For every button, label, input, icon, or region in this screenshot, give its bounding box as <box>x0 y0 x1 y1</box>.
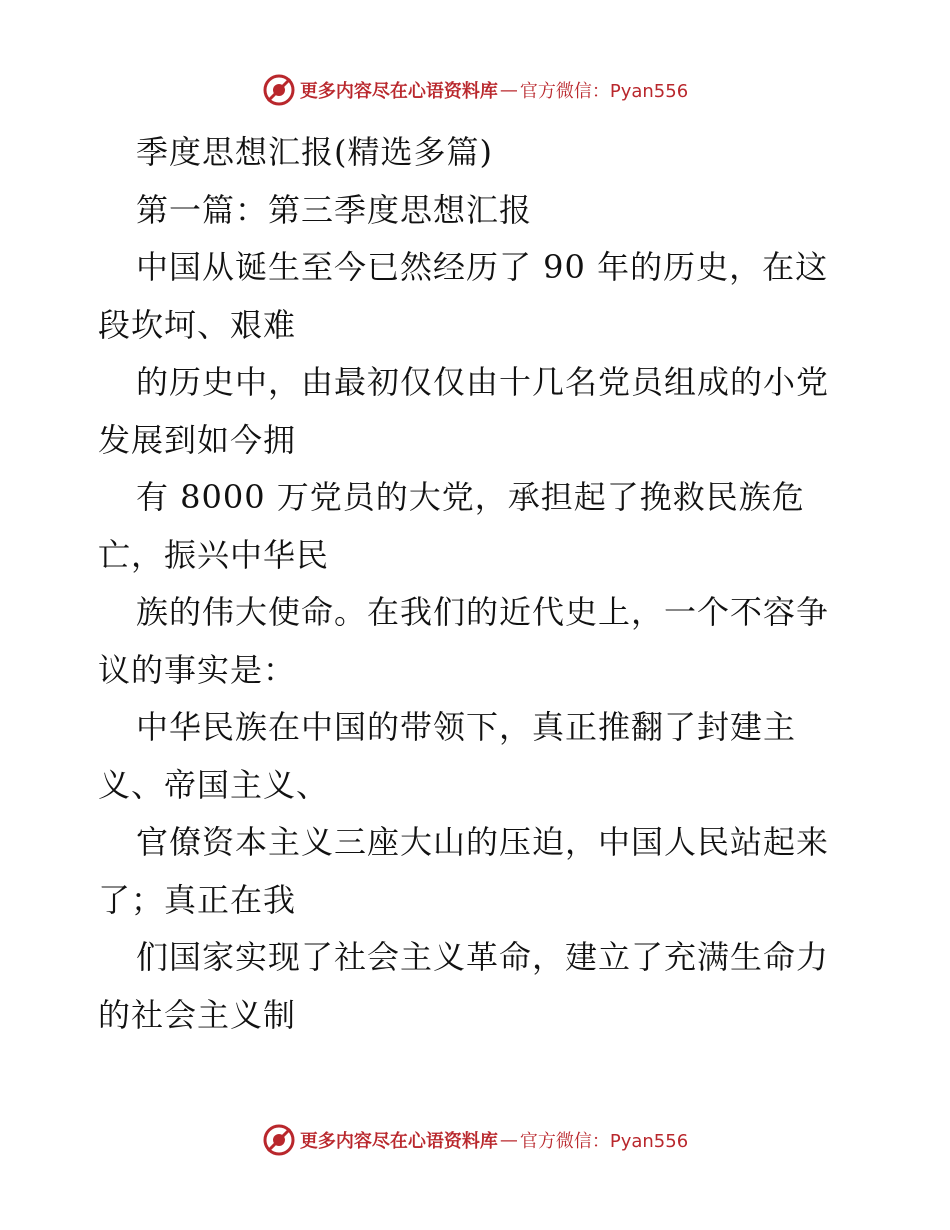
doc-line: 段坎坷、艰难 <box>98 305 297 344</box>
doc-line: 的历史中，由最初仅仅由十几名党员组成的小党 <box>136 363 830 401</box>
doc-line: 议的事实是： <box>98 650 297 689</box>
doc-line: 有 8000 万党员的大党，承担起了挽救民族危 <box>136 478 805 516</box>
banner-title: 更多内容尽在心语资料库 <box>299 81 498 102</box>
doc-line: 中华民族在中国的带领下，真正推翻了封建主 <box>136 708 797 746</box>
banner-wechat: 官方微信：Pyan556 <box>519 81 689 102</box>
doc-line: 官僚资本主义三座大山的压迫，中国人民站起来 <box>136 823 830 861</box>
doc-line: 的社会主义制 <box>98 995 297 1034</box>
brand-logo-icon <box>262 73 296 107</box>
banner-title: 更多内容尽在心语资料库 <box>299 1131 498 1152</box>
header-banner <box>0 70 950 110</box>
doc-line: 了；真正在我 <box>98 880 297 919</box>
document-body <box>98 124 858 1044</box>
doc-line: 季度思想汇报(精选多篇) <box>136 133 493 171</box>
banner-separator: — <box>499 1129 518 1151</box>
doc-line: 发展到如今拥 <box>98 420 297 459</box>
banner-wechat: 官方微信：Pyan556 <box>519 1131 689 1152</box>
doc-line: 亡，振兴中华民 <box>98 535 330 574</box>
doc-line: 族的伟大使命。在我们的近代史上，一个不容争 <box>136 593 830 631</box>
brand-logo-icon <box>262 1123 296 1157</box>
doc-line: 中国从诞生至今已然经历了 90 年的历史，在这 <box>136 248 829 286</box>
doc-line: 们国家实现了社会主义革命，建立了充满生命力 <box>136 938 830 976</box>
footer-banner <box>0 1120 950 1160</box>
doc-line: 义、帝国主义、 <box>98 765 330 804</box>
banner-separator: — <box>499 79 518 101</box>
doc-line: 第一篇：第三季度思想汇报 <box>136 190 533 229</box>
